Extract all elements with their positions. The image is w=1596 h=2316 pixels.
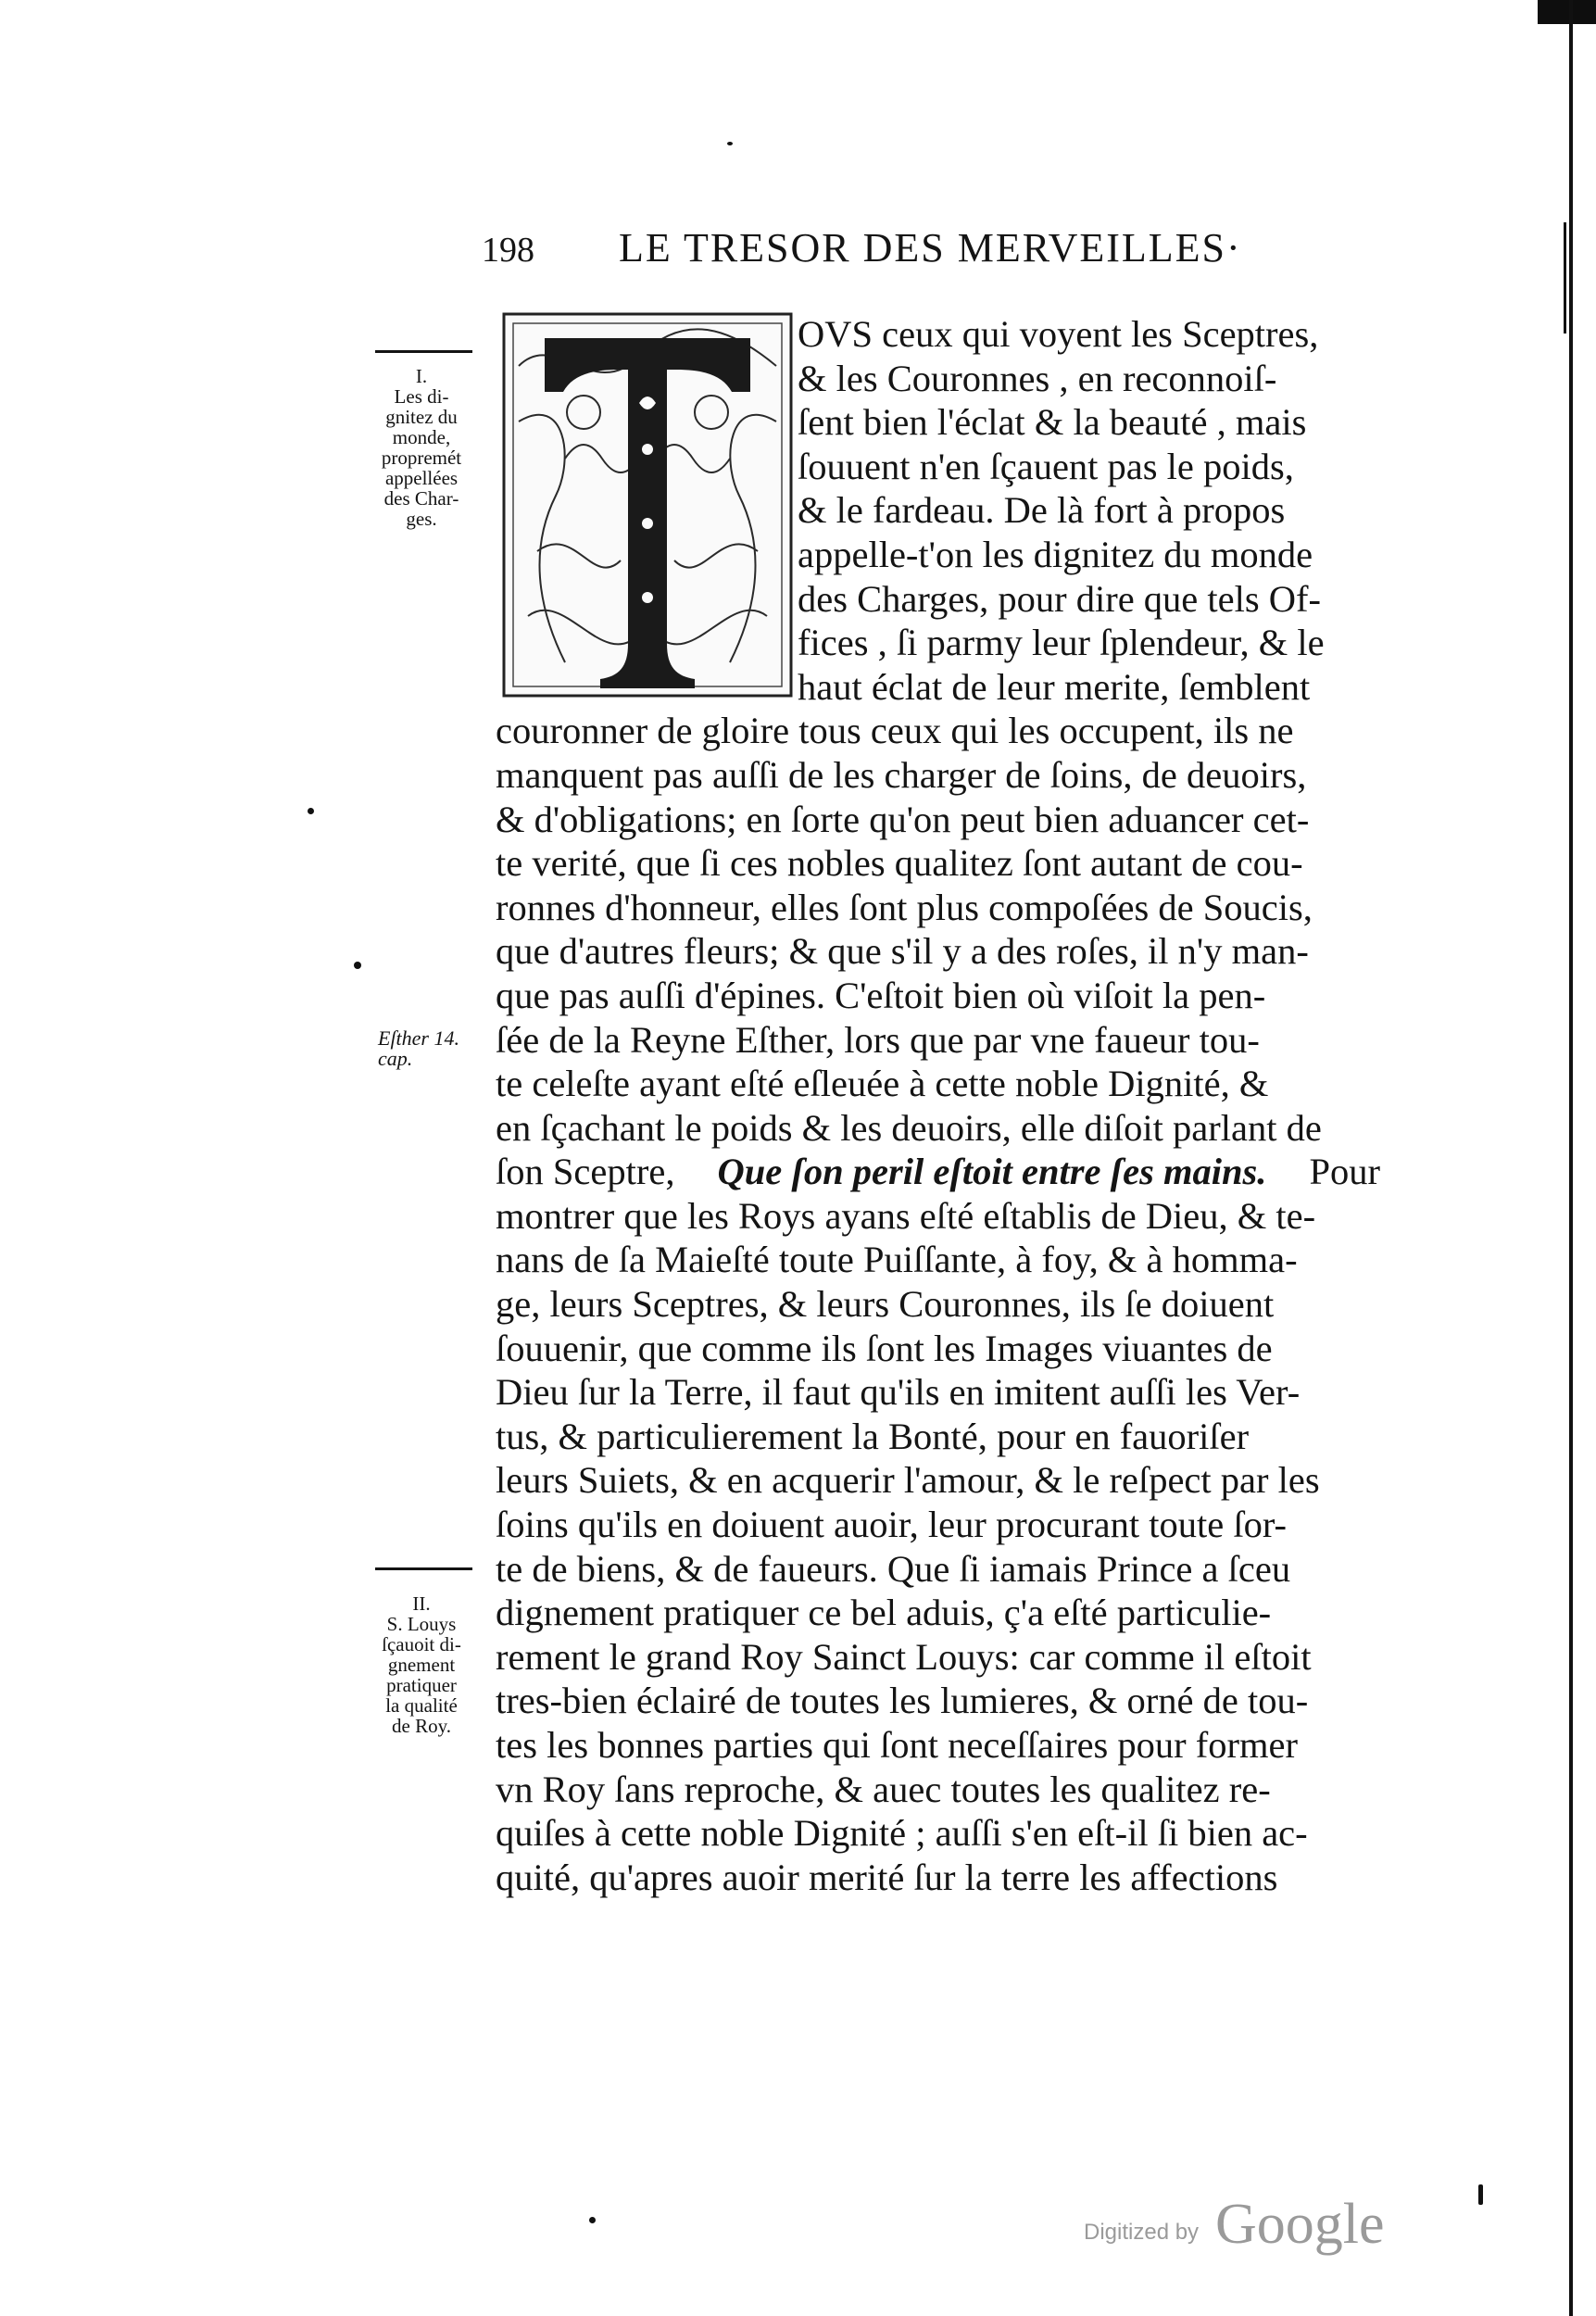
margin-line: pratiquer — [386, 1674, 457, 1696]
margin-line: ſçauoit di- — [382, 1633, 461, 1655]
text-line-quote — [496, 1150, 1380, 1194]
text-line: & les Couronnes , en reconnoiſ- — [798, 357, 1277, 399]
text-line: appelle-t'on les dignitez du monde — [798, 533, 1313, 575]
ink-speck — [354, 962, 361, 969]
text-line: ſent bien l'éclat & la beauté , mais — [798, 401, 1307, 444]
margin-line: des Char- — [383, 487, 459, 510]
digitized-by-label: Digitized by — [1084, 2220, 1200, 2245]
text-line: OVS ceux qui voyent les Sceptres, — [798, 313, 1319, 355]
text-line: manquent pas auſſi de les charger de ſoins, de deuoirs, — [496, 753, 1307, 796]
margin-line: ges. — [406, 508, 437, 530]
margin-reference — [378, 1028, 480, 1069]
text-line: Dieu ſur la Terre, il faut qu'ils en imitent auſſi les Ver- — [496, 1371, 1301, 1414]
margin-numeral: I. — [415, 365, 428, 387]
text-line: tres-bien éclairé de toutes les lumieres, & orné de tou- — [496, 1680, 1309, 1722]
text-line: dignement pratiquer ce bel aduis, ç'a eſté particulie- — [496, 1592, 1272, 1634]
text-line: nans de ſa Maieſté toute Puiſſante, à foy, & à homma- — [496, 1239, 1298, 1281]
text-line: couronner de gloire tous ceux qui les occupent, ils ne — [496, 710, 1294, 752]
margin-line: monde, — [392, 426, 451, 448]
text-line: te verité, que ſi ces nobles qualitez ſont autant de cou- — [496, 842, 1303, 885]
text-line: rement le grand Roy Sainct Louys: car comme il eſtoit — [496, 1635, 1312, 1678]
text-line: te de biens, & de faueurs. Que ſi iamais Prince a ſceu — [496, 1547, 1291, 1590]
text-line: te celeſte ayant eſté eſleuée à cette noble Dignité, & — [496, 1063, 1269, 1105]
margin-rule-2 — [375, 1567, 472, 1570]
text-line: quité, qu'apres auoir merité ſur la terre les affections — [496, 1856, 1278, 1898]
text-line: ſée de la Reyne Eſther, lors que par vne faueur tou- — [496, 1018, 1260, 1061]
quote-italic: Que ſon peril eſtoit entre ſes mains. — [717, 1151, 1267, 1193]
text-line: quiſes à cette noble Dignité ; auſſi s'en eſt-il ſi bien ac- — [496, 1812, 1308, 1855]
text-line: que d'autres fleurs; & que s'il y a des roſes, il n'y man- — [496, 930, 1309, 973]
margin-line: Les di- — [394, 385, 449, 408]
margin-note-1 — [361, 366, 482, 529]
text-line: leurs Suiets, & en acquerir l'amour, & le reſpect par les — [496, 1459, 1320, 1502]
margin-line: gnitez du — [385, 406, 458, 428]
text-line: ge, leurs Sceptres, & leurs Couronnes, ils ſe doiuent — [496, 1283, 1275, 1326]
margin-rule-1 — [375, 350, 472, 353]
page-number: 198 — [482, 231, 534, 270]
margin-note-2 — [361, 1593, 482, 1736]
margin-line: de Roy. — [392, 1715, 451, 1737]
margin-line: la qualité — [385, 1694, 458, 1717]
body-text — [496, 312, 1380, 1899]
digitization-stamp — [1084, 2192, 1417, 2266]
text-line: ſoins qu'ils en doiuent auoir, leur procurant toute ſor- — [496, 1504, 1288, 1546]
text-line: tes les bonnes parties qui ſont neceſſaires pour former — [496, 1724, 1298, 1766]
google-logo: Google — [1215, 2193, 1385, 2256]
margin-line: Eſther 14. — [378, 1026, 459, 1050]
text-line: montrer que les Roys ayans eſté eſtablis de Dieu, & te- — [496, 1194, 1316, 1237]
text-line: vn Roy ſans reproche, & auec toutes les qualitez re- — [496, 1768, 1271, 1810]
margin-line: S. Louys — [386, 1613, 457, 1635]
ink-speck — [308, 808, 314, 814]
text-line: haut éclat de leur merite, ſemblent — [798, 665, 1311, 708]
text-line: tus, & particulierement la Bonté, pour en fauoriſer — [496, 1415, 1250, 1457]
ink-speck — [727, 142, 733, 145]
text-line: des Charges, pour dire que tels Of- — [798, 577, 1321, 620]
text-line: ſouuenir, que comme ils ſont les Images viuantes de — [496, 1327, 1273, 1369]
text-line: que pas auſſi d'épines. C'eſtoit bien où viſoit la pen- — [496, 974, 1266, 1016]
margin-line: propremét — [381, 447, 462, 469]
ink-speck — [1478, 2184, 1483, 2205]
text-line: fices , ſi parmy leur ſplendeur, & le — [798, 622, 1325, 664]
margin-line: gnement — [387, 1654, 456, 1676]
scan-edge-mark — [1564, 222, 1566, 334]
margin-numeral: II. — [412, 1592, 431, 1615]
text-line: en ſçachant le poids & les deuoirs, elle diſoit parlant de — [496, 1106, 1322, 1149]
ink-speck — [589, 2217, 596, 2223]
page-title: LE TRESOR DES MERVEILLES· — [619, 225, 1242, 271]
scan-edge-corner — [1538, 0, 1596, 24]
text-line: ronnes d'honneur, elles ſont plus compoſées de Soucis, — [496, 886, 1313, 928]
quote-tail: Pour — [1309, 1151, 1380, 1193]
text-line: & d'obligations; en ſorte qu'on peut bien aduancer cet- — [496, 798, 1310, 840]
scan-edge-right — [1569, 0, 1573, 2316]
text-line: & le fardeau. De là fort à propos — [798, 489, 1286, 532]
margin-line: cap. — [378, 1047, 413, 1070]
quote-lead: ſon Sceptre, — [496, 1151, 675, 1193]
margin-line: appellées — [384, 467, 459, 489]
running-head — [482, 222, 1315, 278]
text-line: ſouuent n'en ſçauent pas le poids, — [798, 445, 1294, 487]
